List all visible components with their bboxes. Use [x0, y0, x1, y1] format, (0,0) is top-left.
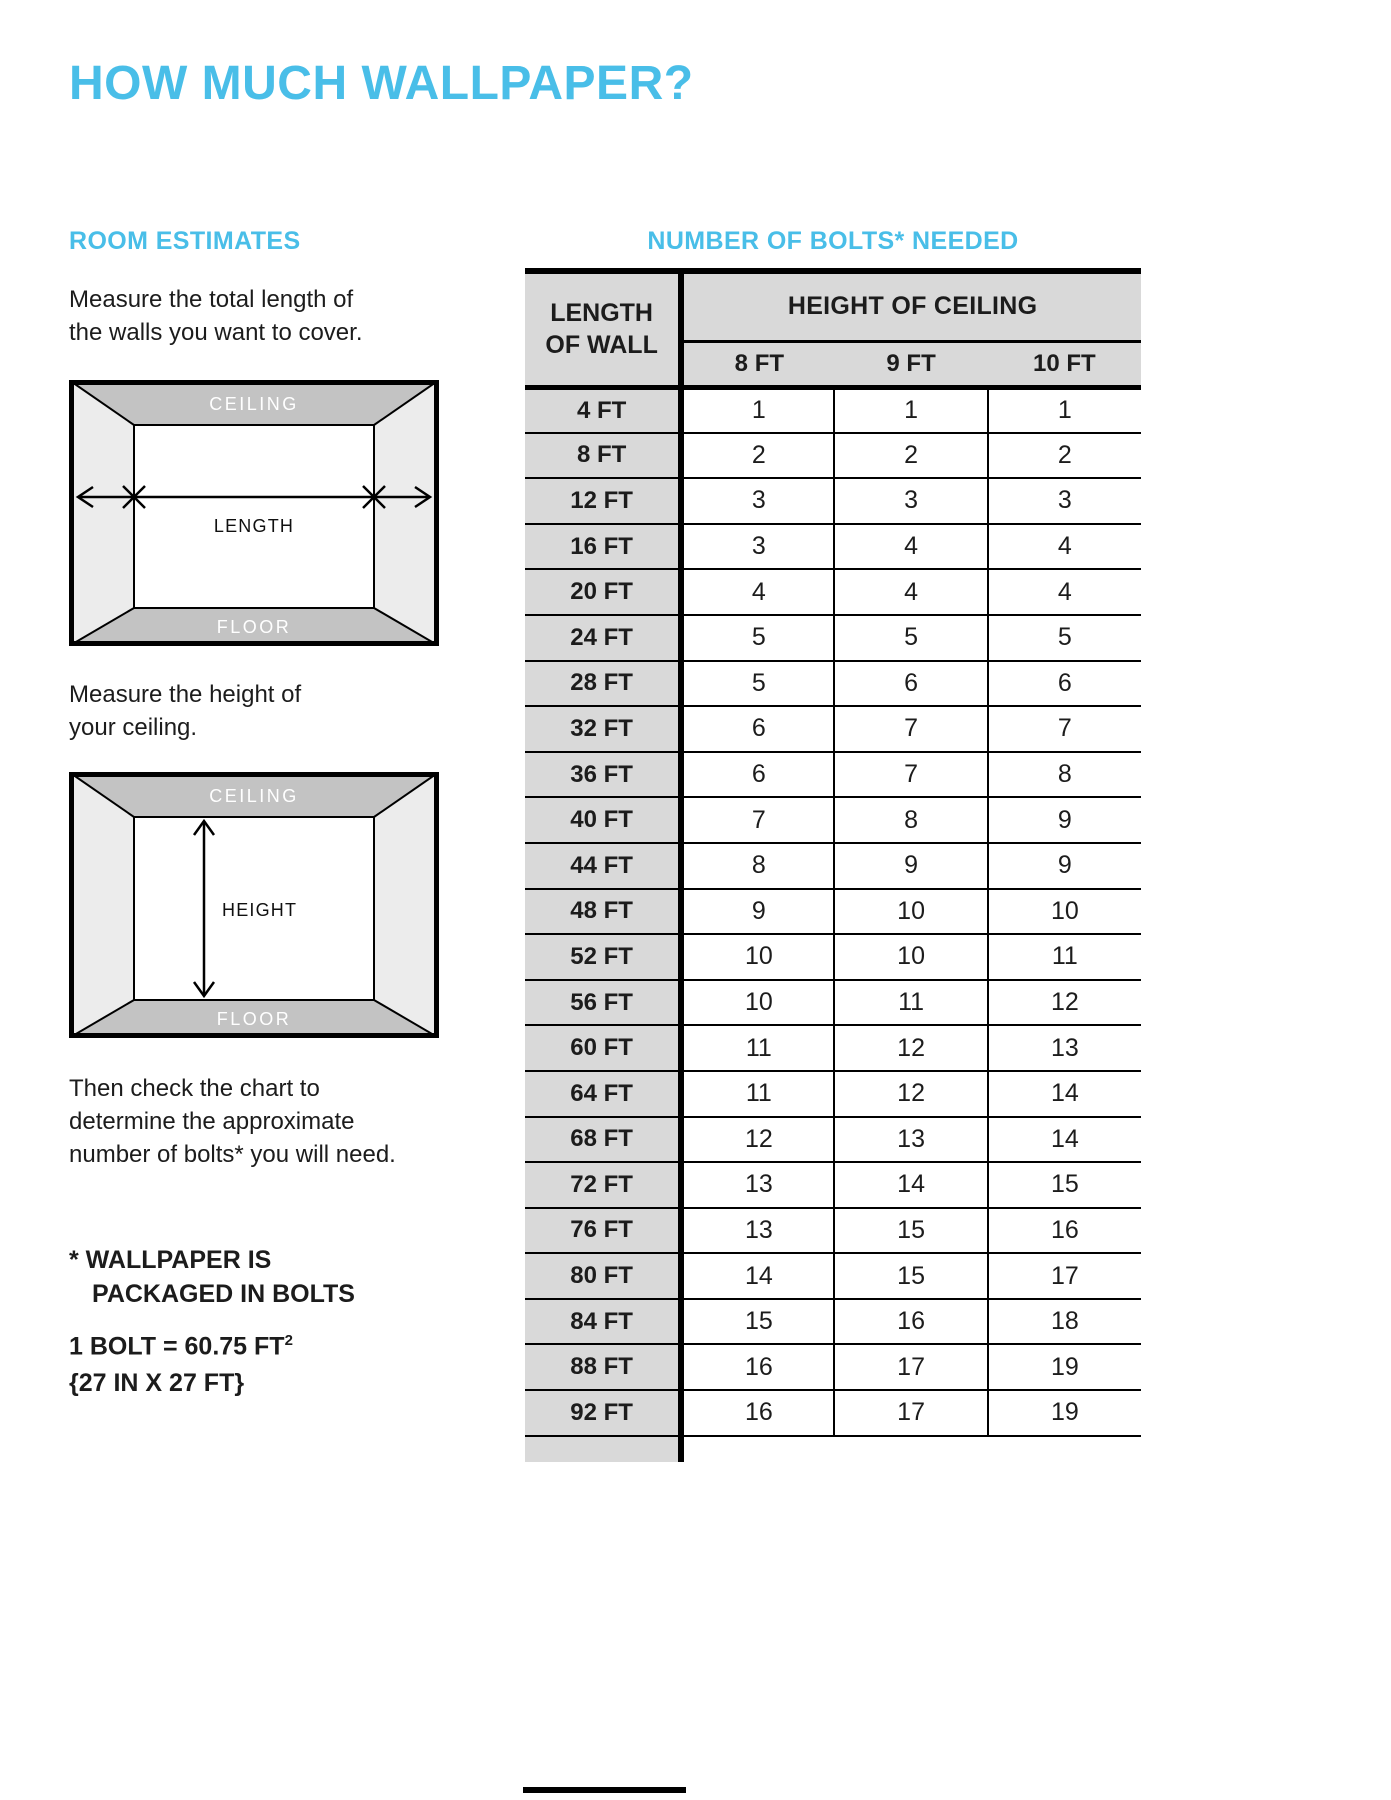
- bolt-count-cell: 11: [681, 1025, 834, 1071]
- length-of-wall-header: [525, 271, 681, 387]
- ceiling-label: CEILING: [209, 786, 299, 806]
- bolt-count-cell: 13: [681, 1162, 834, 1208]
- left-wall: [69, 380, 134, 646]
- corner-header-line1: LENGTH: [550, 299, 653, 328]
- bolt-count-cell: 10: [834, 889, 987, 935]
- table-row: [525, 706, 1141, 752]
- step1-text: [69, 283, 362, 349]
- bolts-table: [525, 268, 1141, 1462]
- bolt-equation-exponent: 2: [284, 1332, 293, 1349]
- bolt-count-cell: 18: [988, 1299, 1141, 1345]
- bolt-count-cell: 10: [988, 889, 1141, 935]
- wall-length-cell: 28 FT: [525, 661, 681, 707]
- wall-length-cell: 36 FT: [525, 752, 681, 798]
- step2-text: [69, 678, 301, 744]
- bolt-count-cell: 19: [988, 1390, 1141, 1436]
- bolt-count-cell: 9: [988, 843, 1141, 889]
- bolt-equation-text: 1 BOLT = 60.75 FT: [69, 1332, 285, 1361]
- footnote-line1: * WALLPAPER IS: [69, 1246, 272, 1274]
- bolts-table-heading: NUMBER OF BOLTS* NEEDED: [647, 227, 1019, 255]
- floor-label: FLOOR: [216, 617, 292, 637]
- wall-length-cell: 88 FT: [525, 1344, 681, 1390]
- room-estimates-heading: ROOM ESTIMATES: [69, 227, 301, 255]
- bolt-count-cell: 6: [681, 706, 834, 752]
- bolt-count-cell: 11: [681, 1071, 834, 1117]
- bolt-count-cell: 9: [681, 889, 834, 935]
- table-row: [525, 1071, 1141, 1117]
- table-row: [525, 478, 1141, 524]
- table-row: [525, 1344, 1141, 1390]
- bolt-count-cell: 4: [834, 569, 987, 615]
- bolt-count-cell: 9: [988, 797, 1141, 843]
- bolt-count-cell: 16: [988, 1208, 1141, 1254]
- bolt-count-cell: 17: [834, 1344, 987, 1390]
- wall-length-cell: 64 FT: [525, 1071, 681, 1117]
- spacer-cell: [525, 1436, 681, 1462]
- bolt-count-cell: 3: [681, 478, 834, 524]
- height-diagram: [69, 772, 439, 1038]
- bolt-count-cell: 9: [834, 843, 987, 889]
- bolt-count-cell: 4: [834, 524, 987, 570]
- table-row: [525, 387, 1141, 433]
- height-label: HEIGHT: [222, 900, 298, 920]
- col-header-8ft: 8 FT: [681, 341, 834, 387]
- bolt-count-cell: 10: [834, 934, 987, 980]
- bolt-count-cell: 15: [681, 1299, 834, 1345]
- col-header-9ft: 9 FT: [834, 341, 987, 387]
- table-row: [525, 889, 1141, 935]
- height-of-ceiling-header: HEIGHT OF CEILING: [681, 271, 1141, 341]
- wall-length-cell: 8 FT: [525, 433, 681, 479]
- bolt-count-cell: 2: [834, 433, 987, 479]
- wall-length-cell: 68 FT: [525, 1117, 681, 1163]
- bolt-count-cell: 3: [988, 478, 1141, 524]
- table-row: [525, 980, 1141, 1026]
- table-row: [525, 1025, 1141, 1071]
- step2-line2: your ceiling.: [69, 714, 198, 741]
- bolt-count-cell: 10: [681, 980, 834, 1026]
- right-wall: [374, 380, 439, 646]
- bolt-count-cell: 15: [834, 1253, 987, 1299]
- length-diagram: [69, 380, 439, 646]
- bolt-count-cell: 4: [681, 569, 834, 615]
- bolt-size-info: [69, 1322, 293, 1402]
- step3-text: [69, 1072, 396, 1171]
- bolt-count-cell: 7: [681, 797, 834, 843]
- page-bottom-rule: [523, 1787, 686, 1793]
- table-row: [525, 1117, 1141, 1163]
- wall-length-cell: 84 FT: [525, 1299, 681, 1345]
- table-row: [525, 569, 1141, 615]
- length-label: LENGTH: [213, 516, 295, 536]
- table-row: [525, 661, 1141, 707]
- left-wall: [69, 772, 134, 1038]
- wall-length-cell: 32 FT: [525, 706, 681, 752]
- table-row: [525, 433, 1141, 479]
- bolt-dimensions: {27 IN X 27 FT}: [69, 1369, 245, 1398]
- table-row: [525, 752, 1141, 798]
- table-row: [525, 1253, 1141, 1299]
- spacer-cell-data: [681, 1436, 1141, 1462]
- table-header-row-group: [525, 271, 1141, 341]
- bolt-count-cell: 2: [988, 433, 1141, 479]
- wall-length-cell: 56 FT: [525, 980, 681, 1026]
- step3-line2: determine the approximate: [69, 1108, 355, 1135]
- wall-length-cell: 48 FT: [525, 889, 681, 935]
- table-row: [525, 1208, 1141, 1254]
- bolt-count-cell: 4: [988, 524, 1141, 570]
- table-row: [525, 1390, 1141, 1436]
- wall-length-cell: 16 FT: [525, 524, 681, 570]
- step1-line2: the walls you want to cover.: [69, 319, 363, 346]
- bolt-count-cell: 15: [988, 1162, 1141, 1208]
- bolt-count-cell: 1: [988, 387, 1141, 433]
- bolt-count-cell: 16: [681, 1390, 834, 1436]
- bolt-count-cell: 1: [681, 387, 834, 433]
- wall-length-cell: 80 FT: [525, 1253, 681, 1299]
- bolt-count-cell: 11: [834, 980, 987, 1026]
- page-title: HOW MUCH WALLPAPER?: [69, 57, 694, 110]
- bolt-count-cell: 13: [834, 1117, 987, 1163]
- wall-length-cell: 12 FT: [525, 478, 681, 524]
- table-row: [525, 1299, 1141, 1345]
- bolt-count-cell: 7: [834, 706, 987, 752]
- wall-length-cell: 4 FT: [525, 387, 681, 433]
- bolt-count-cell: 13: [988, 1025, 1141, 1071]
- table-row: [525, 615, 1141, 661]
- wall-length-cell: 72 FT: [525, 1162, 681, 1208]
- table-row: [525, 934, 1141, 980]
- bolt-count-cell: 1: [834, 387, 987, 433]
- bolts-table-container: [525, 268, 1141, 1462]
- bolt-count-cell: 7: [834, 752, 987, 798]
- bolts-table-body: [525, 387, 1141, 1436]
- col-header-10ft: 10 FT: [988, 341, 1141, 387]
- wall-length-cell: 20 FT: [525, 569, 681, 615]
- corner-header-line2: OF WALL: [545, 331, 658, 360]
- wall-length-cell: 44 FT: [525, 843, 681, 889]
- bolt-count-cell: 5: [681, 615, 834, 661]
- bolt-count-cell: 16: [834, 1299, 987, 1345]
- bolt-count-cell: 2: [681, 433, 834, 479]
- bolt-count-cell: 19: [988, 1344, 1141, 1390]
- wall-length-cell: 24 FT: [525, 615, 681, 661]
- bolt-count-cell: 16: [681, 1344, 834, 1390]
- floor-label: FLOOR: [216, 1009, 292, 1029]
- bolt-count-cell: 12: [834, 1071, 987, 1117]
- bolt-count-cell: 17: [988, 1253, 1141, 1299]
- bolt-count-cell: 14: [681, 1253, 834, 1299]
- table-row: [525, 843, 1141, 889]
- ceiling-label: CEILING: [209, 394, 299, 414]
- table-row: [525, 797, 1141, 843]
- bolt-count-cell: 13: [681, 1208, 834, 1254]
- table-row: [525, 1162, 1141, 1208]
- right-wall: [374, 772, 439, 1038]
- bolt-count-cell: 11: [988, 934, 1141, 980]
- step1-line1: Measure the total length of: [69, 286, 354, 313]
- table-row: [525, 524, 1141, 570]
- wall-length-cell: 52 FT: [525, 934, 681, 980]
- bolt-count-cell: 15: [834, 1208, 987, 1254]
- wallpaper-footnote: [69, 1243, 355, 1311]
- bolt-count-cell: 3: [681, 524, 834, 570]
- bolt-count-cell: 6: [988, 661, 1141, 707]
- table-spacer-row: [525, 1436, 1141, 1462]
- step2-line1: Measure the height of: [69, 681, 302, 708]
- bolt-count-cell: 10: [681, 934, 834, 980]
- bolt-count-cell: 14: [834, 1162, 987, 1208]
- bolt-count-cell: 5: [834, 615, 987, 661]
- bolt-count-cell: 4: [988, 569, 1141, 615]
- wall-length-cell: 60 FT: [525, 1025, 681, 1071]
- bolt-count-cell: 6: [681, 752, 834, 798]
- bolt-count-cell: 14: [988, 1071, 1141, 1117]
- bolt-count-cell: 12: [681, 1117, 834, 1163]
- bolt-count-cell: 12: [834, 1025, 987, 1071]
- step3-line1: Then check the chart to: [69, 1075, 320, 1102]
- footnote-line2: PACKAGED IN BOLTS: [92, 1280, 355, 1308]
- step3-line3: number of bolts* you will need.: [69, 1141, 396, 1168]
- bolt-count-cell: 3: [834, 478, 987, 524]
- wall-length-cell: 40 FT: [525, 797, 681, 843]
- wall-length-cell: 92 FT: [525, 1390, 681, 1436]
- bolt-count-cell: 8: [681, 843, 834, 889]
- bolt-equation: [69, 1322, 293, 1365]
- bolt-count-cell: 17: [834, 1390, 987, 1436]
- bolt-count-cell: 6: [834, 661, 987, 707]
- wall-length-cell: 76 FT: [525, 1208, 681, 1254]
- bolt-count-cell: 5: [681, 661, 834, 707]
- bolt-count-cell: 5: [988, 615, 1141, 661]
- bolt-count-cell: 12: [988, 980, 1141, 1026]
- bolt-count-cell: 14: [988, 1117, 1141, 1163]
- bolt-count-cell: 8: [834, 797, 987, 843]
- bolt-count-cell: 7: [988, 706, 1141, 752]
- bolt-count-cell: 8: [988, 752, 1141, 798]
